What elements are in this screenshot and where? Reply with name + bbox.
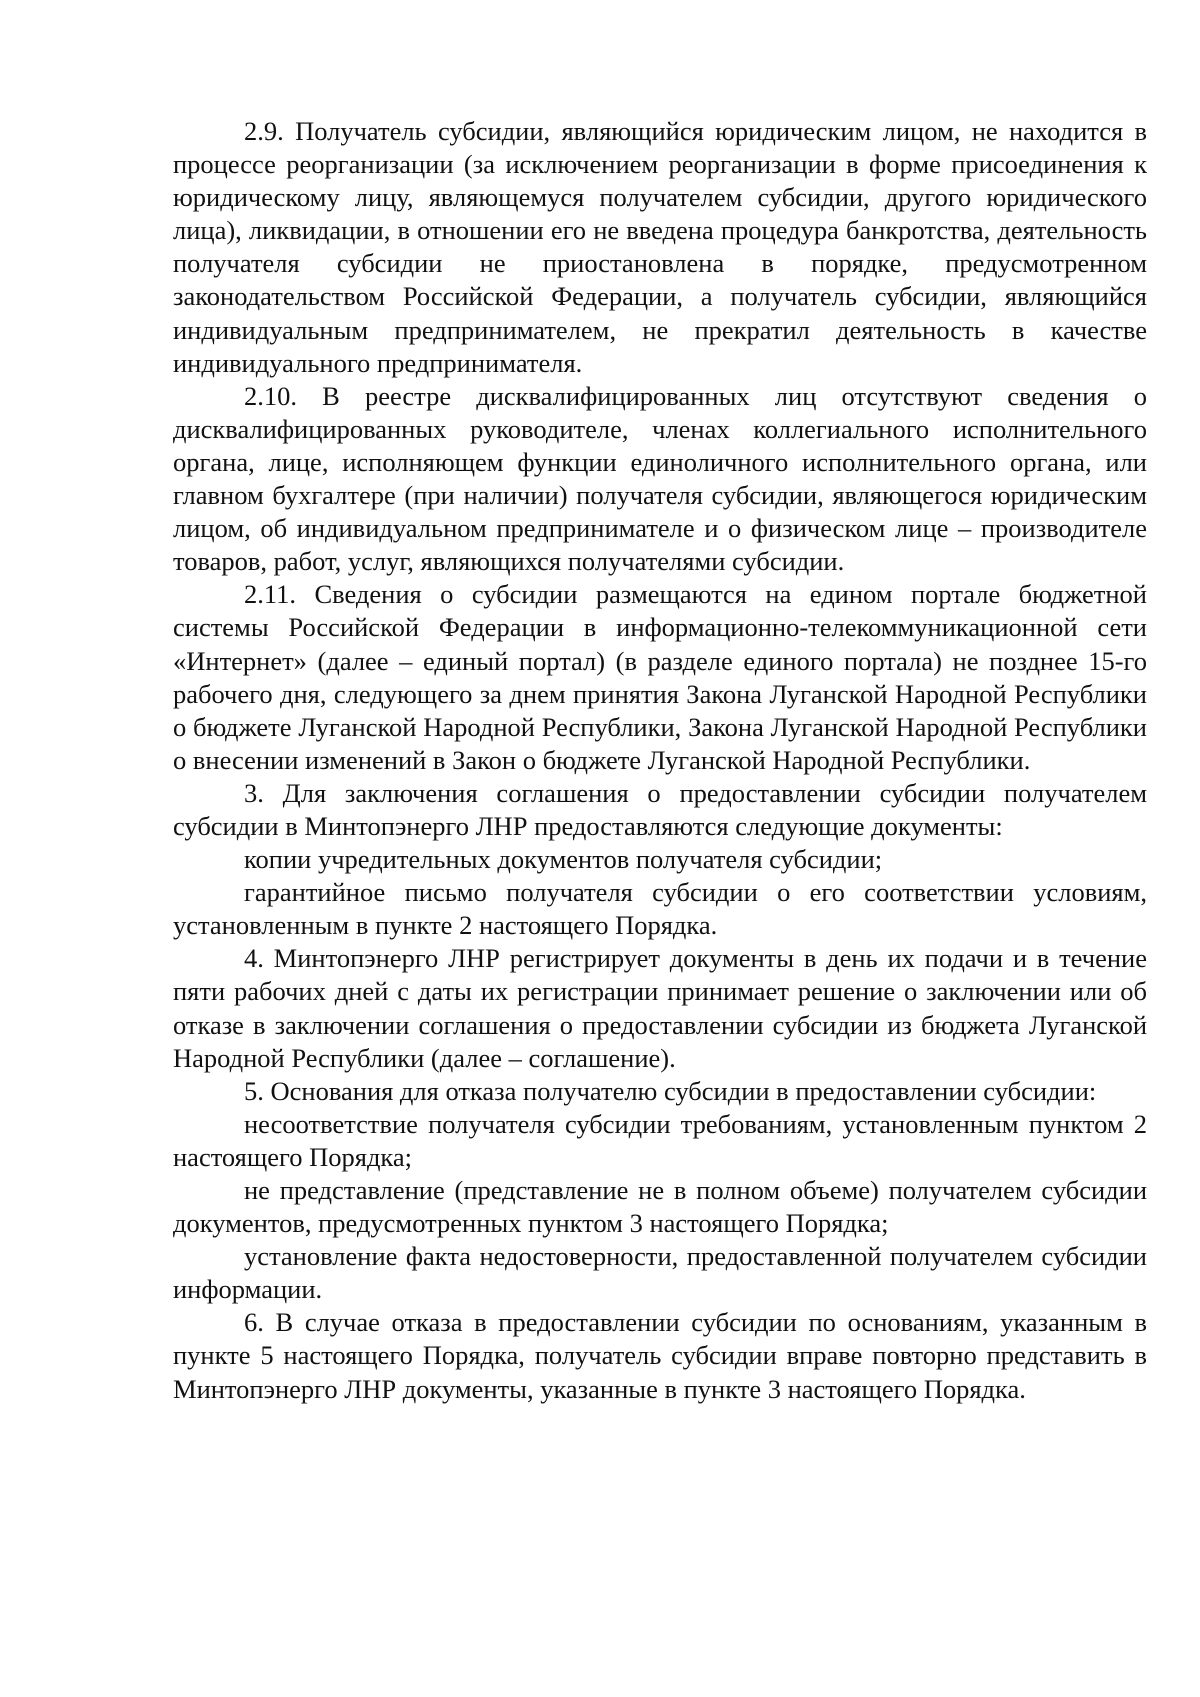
paragraph-2-9: 2.9. Получатель субсидии, являющийся юридическим лицом, не находится в процессе реорганизации (за исключением реорганизации в форме присоединения к юридическому лицу, являющемуся получателем субсидии, другого юридического лица), ликвидации, в отношении его не введена процедура банкротства, деятельность получателя субсидии не приостановлена в порядке, предусмотренном законодательством Российской Федерации, а получатель субсидии, являющийся индивидуальным предпринимателем, не прекратил деятельность в качестве индивидуального предпринимателя.	[173, 116, 1147, 378]
paragraph-3: 3. Для заключения соглашения о предоставлении субсидии получателем субсидии в Минтопэнерго ЛНР предоставляются следующие документы:	[173, 777, 1147, 841]
paragraph-3-item-2: гарантийное письмо получателя субсидии о его соответствии условиям, установленным в пункте 2 настоящего Порядка.	[173, 877, 1147, 941]
paragraph-5-item-3: установление факта недостоверности, предоставленной получателем субсидии информации.	[173, 1241, 1147, 1305]
paragraph-2-10: 2.10. В реестре дисквалифицированных лиц отсутствуют сведения о дисквалифицированных руководителе, членах коллегиального исполнительного органа, лице, исполняющем функции единоличного исполнительного органа, или главном бухгалтере (при наличии) получателя субсидии, являющегося юридическим лицом, об индивидуальном предпринимателе и о физическом лице – производителе товаров, работ, услуг, являющихся получателями субсидии.	[173, 380, 1147, 577]
paragraph-4: 4. Минтопэнерго ЛНР регистрирует документы в день их подачи и в течение пяти рабочих дней с даты их регистрации принимает решение о заключении или об отказе в заключении соглашения о предоставлении субсидии из бюджета Луганской Народной Республики (далее – соглашение).	[173, 943, 1147, 1073]
paragraph-5-item-1: несоответствие получателя субсидии требованиям, установленным пунктом 2 настоящего Порядка;	[173, 1108, 1147, 1172]
paragraph-6: 6. В случае отказа в предоставлении субсидии по основаниям, указанным в пункте 5 настоящего Порядка, получатель субсидии вправе повторно представить в Минтопэнерго ЛНР документы, указанные в пункте 3 настоящего Порядка.	[173, 1307, 1147, 1404]
document-body	[173, 115, 1147, 1406]
paragraph-5-item-2: не представление (представление не в полном объеме) получателем субсидии документов, предусмотренных пунктом 3 настоящего Порядка;	[173, 1175, 1147, 1239]
paragraph-5: 5. Основания для отказа получателю субсидии в предоставлении субсидии:	[244, 1075, 1097, 1106]
paragraph-2-11: 2.11. Сведения о субсидии размещаются на едином портале бюджетной системы Российской Федерации в информационно-телекоммуникационной сети «Интернет» (далее – единый портал) (в разделе единого портала) не позднее 15-го рабочего дня, следующего за днем принятия Закона Луганской Народной Республики о бюджете Луганской Народной Республики, Закона Луганской Народной Республики о внесении изменений в Закон о бюджете Луганской Народной Республики.	[173, 579, 1147, 775]
paragraph-3-item-1: копии учредительных документов получателя субсидии;	[244, 844, 883, 875]
